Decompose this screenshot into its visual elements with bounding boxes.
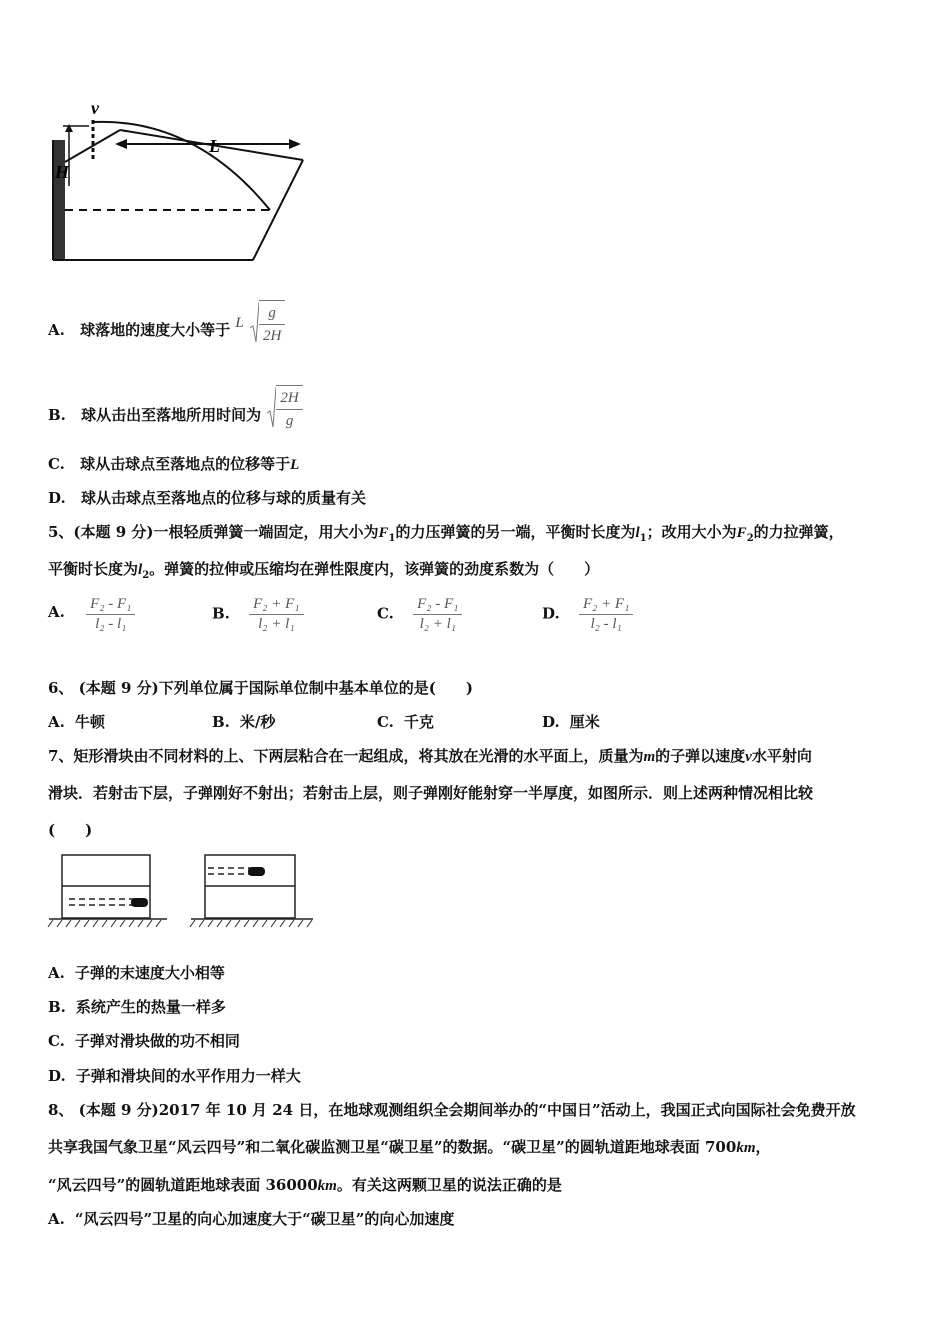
option-text: 球从击出至落地所用时间为 — [81, 406, 262, 424]
q6-option-d[interactable]: D. 厘米 — [542, 713, 600, 731]
trajectory — [93, 122, 270, 210]
fraction: $\frac{\text{F₂ + F₁}}{\text{l₂ - l₁}}$ — [579, 596, 633, 633]
L-arrow-right-head — [289, 139, 301, 149]
q7-option-d[interactable]: D. 子弹和滑块间的水平作用力一样大 — [48, 1067, 301, 1085]
option-label: C. — [377, 604, 394, 623]
blocks-figure — [45, 848, 317, 928]
option-label: D. — [542, 604, 560, 623]
q7-option-a[interactable]: A. 子弹的末速度大小相等 — [48, 964, 225, 982]
q7-stem-line1: 7、矩形滑块由不同材料的上、下两层粘合在一起组成，将其放在光滑的水平面上，质量为m的子弹以速度v水平射向 — [48, 747, 812, 765]
option-text: 球落地的速度大小等于 — [80, 321, 231, 339]
q5-stem-line1: 5、(本题 9 分)一根轻质弹簧一端固定，用大小为$F_1$的力压弹簧的另一端，平衡时长度为$l_1$；改用大小为$F_2$的力拉弹簧， — [48, 523, 844, 544]
q8-stem-line1: 8、 (本题 9 分)2017 年 10 月 24 日，在地球观测组织全会期间举办的“中国日”活动上，我国正式向国际社会免费开放 — [48, 1101, 856, 1119]
q6-stem: 6、 (本题 9 分)下列单位属于国际单位制中基本单位的是( ) — [48, 679, 473, 697]
q7-stem-line3: ( ) — [48, 821, 93, 839]
q4-option-c[interactable] — [48, 454, 299, 475]
q6-option-a[interactable]: A. 牛顿 — [48, 713, 105, 731]
H-label: H — [55, 162, 70, 182]
sqrt-sign — [249, 302, 259, 344]
q5-option-c[interactable] — [377, 596, 462, 633]
q4-option-a[interactable] — [48, 305, 285, 354]
q4-option-d[interactable] — [48, 488, 366, 508]
ground-hatching — [48, 920, 312, 927]
fraction: $\frac{g}{2H}$ — [259, 300, 285, 346]
hatched-wall — [53, 140, 65, 260]
L-arrow-left-head — [115, 139, 127, 149]
right-diagonal — [253, 160, 303, 260]
right-bullet — [248, 867, 265, 876]
q7-stem-line2: 滑块．若射击下层，子弹刚好不射出；若射击上层，则子弹刚好能射穿一半厚度，如图所示．则上述两种情况相比较 — [48, 784, 814, 802]
q5-option-b[interactable] — [212, 596, 304, 633]
v-label: v — [91, 98, 99, 118]
q5-option-d[interactable] — [542, 596, 633, 633]
math-L: L — [235, 315, 244, 331]
left-bullet — [131, 898, 148, 907]
q5-option-a[interactable] — [48, 596, 135, 633]
q6-option-b[interactable]: B. 米/秒 — [212, 713, 276, 731]
sqrt-expression — [235, 300, 285, 346]
projectile-figure — [45, 98, 315, 268]
fraction: $\frac{\text{F₂ + F₁}}{\text{l₂ + l₁}}$ — [249, 596, 303, 633]
q7-option-c[interactable]: C. 子弹对滑块做的功不相同 — [48, 1032, 240, 1050]
fraction: $\frac{\text{F₂ - F₁}}{\text{l₂ - l₁}}$ — [86, 596, 135, 633]
fraction: $\frac{\text{F₂ - F₁}}{\text{l₂ + l₁}}$ — [413, 596, 462, 633]
option-label: C. — [48, 455, 65, 473]
sqrt-expression — [266, 385, 302, 431]
q8-stem-line3: “风云四号”的圆轨道距地球表面 36000km。有关这两颗卫星的说法正确的是 — [48, 1176, 562, 1194]
option-label: A. — [48, 602, 65, 621]
L-label: L — [209, 136, 220, 156]
sqrt-sign — [266, 387, 276, 429]
H-arrow-head — [65, 124, 73, 132]
option-label: B. — [48, 406, 66, 424]
option-text: 球从击球点至落地点的位移等于 — [80, 455, 291, 473]
q7-option-b[interactable]: B. 系统产生的热量一样多 — [48, 998, 226, 1016]
math-L: L — [290, 457, 300, 473]
q5-stem-line2: 平衡时长度为$l_2$。弹簧的拉伸或压缩均在弹性限度内，该弹簧的劲度系数为（ ） — [48, 560, 600, 581]
fraction: $\frac{2H}{g}$ — [276, 385, 302, 431]
option-text: 球从击球点至落地点的位移与球的质量有关 — [80, 489, 366, 507]
option-label: A. — [48, 321, 65, 339]
q8-option-a[interactable]: A. “风云四号”卫星的向心加速度大于“碳卫星”的向心加速度 — [48, 1210, 455, 1228]
option-label: D. — [48, 489, 66, 507]
q4-option-b[interactable] — [48, 390, 303, 439]
q8-stem-line2: 共享我国气象卫星“风云四号”和二氧化碳监测卫星“碳卫星”的数据。“碳卫星”的圆轨道距地球表面 700km， — [48, 1138, 771, 1156]
q6-option-c[interactable]: C. 千克 — [377, 713, 434, 731]
option-label: B. — [212, 604, 230, 623]
